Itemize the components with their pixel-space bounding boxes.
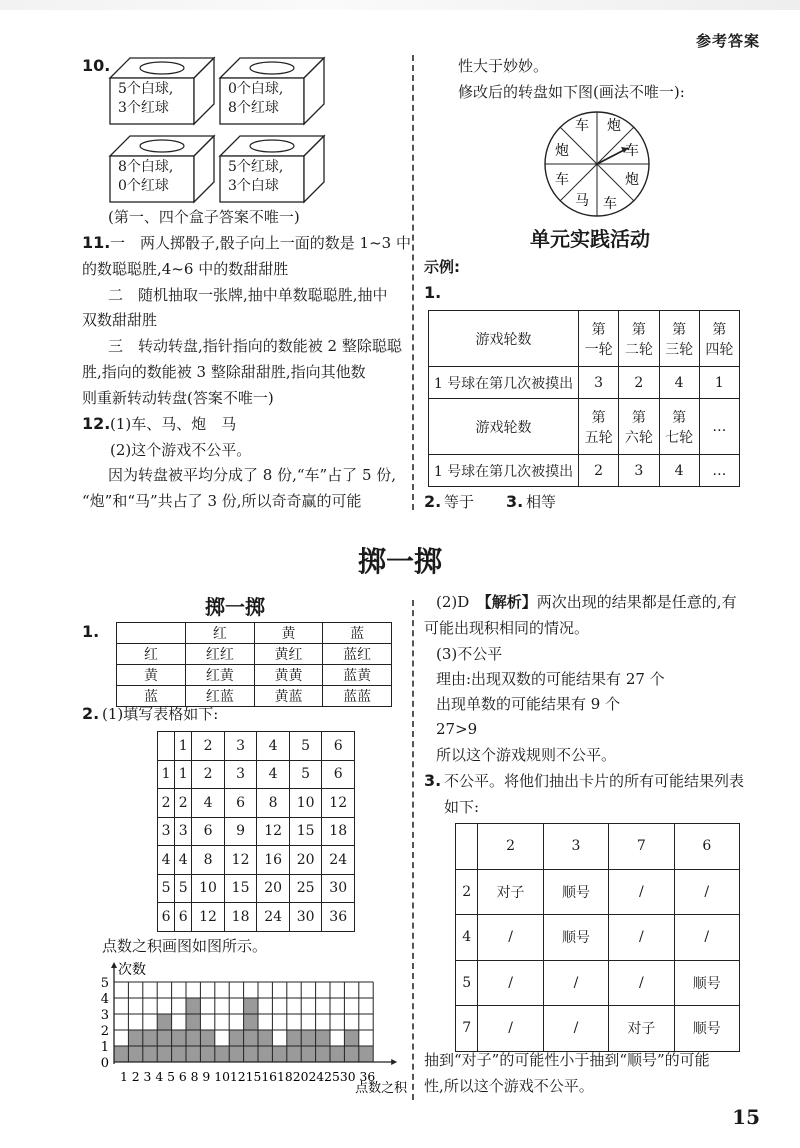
activity-q1-number: 1. xyxy=(424,283,442,302)
activity-row3-head: 游戏轮数 xyxy=(429,399,579,455)
table-row xyxy=(158,903,355,932)
ball-box-2 xyxy=(218,56,328,126)
round-2: 第 二轮 xyxy=(619,311,659,367)
table-cell: 5 xyxy=(289,760,322,789)
table-cell: 8 xyxy=(257,789,290,818)
q11-line-1: 一 两人掷骰子,骰子向上一面的数是 1~3 中 xyxy=(110,234,411,252)
card-table xyxy=(455,823,740,1052)
table-cell: 25 xyxy=(289,874,322,903)
conclusion-line-2: 性,所以这个游戏不公平。 xyxy=(424,1077,594,1095)
column-divider-top xyxy=(412,55,414,510)
table-cell: 3 xyxy=(175,817,192,846)
q12-line-4: “炮”和“马”共占了 3 份,所以奇奇赢的可能 xyxy=(82,492,362,510)
table-cell: 2 xyxy=(192,760,225,789)
q11-line-3: 二 随机抽取一张牌,抽中单数聪聪胜,抽中 xyxy=(108,286,388,304)
table-cell: 4 xyxy=(257,760,290,789)
box-1-label: 5个白球, 3个红球 xyxy=(118,81,174,116)
table-cell: 15 xyxy=(224,874,257,903)
table-cell: 20 xyxy=(289,846,322,875)
y-tick-label: 5 xyxy=(100,976,109,991)
table-header-cell: 3 xyxy=(543,824,608,870)
table-cell: 12 xyxy=(257,817,290,846)
chart-bar-16 xyxy=(272,1046,286,1062)
column-divider-bottom xyxy=(412,600,414,1100)
q2-2-answer: (2)D xyxy=(436,593,485,611)
left-q1-number: 1. xyxy=(82,622,100,641)
table-cell: 5 xyxy=(456,960,478,1006)
activity-cell: 3 xyxy=(619,455,659,487)
table-row xyxy=(456,915,740,961)
spinner-drawing xyxy=(540,108,655,220)
table-cell: 顺号 xyxy=(543,915,608,961)
right-q3-number: 3. xyxy=(424,771,442,790)
table-cell: 4 xyxy=(175,846,192,875)
activity-row2-head: 1 号球在第几次被摸出 xyxy=(429,367,579,399)
q12-number: 12. xyxy=(82,414,111,433)
spinner-sector-6: 马 xyxy=(575,193,589,209)
box-3-label: 8个白球, 0个红球 xyxy=(118,159,174,194)
y-tick-label: 3 xyxy=(100,1008,109,1023)
table-cell: 7 xyxy=(456,1006,478,1052)
table-cell: 6 xyxy=(158,903,175,932)
q12-line-3: 因为转盘被平均分成了 8 份,“车”占了 5 份, xyxy=(108,466,397,484)
color-table: 红 黄 蓝 红 红红 黄红 蓝红 黄 红黄 黄黄 蓝黄 蓝 红蓝 黄蓝 蓝蓝 xyxy=(116,622,392,707)
q11-line-4: 双数甜甜胜 xyxy=(82,311,158,329)
q12-line-1: (1)车、马、炮 马 xyxy=(110,415,237,433)
chart-caption: 点数之积画图如图所示。 xyxy=(102,937,268,955)
table-cell: 1 xyxy=(175,760,192,789)
table-cell: / xyxy=(609,960,674,1006)
table-cell: 24 xyxy=(257,903,290,932)
y-tick-label: 2 xyxy=(100,1024,109,1039)
activity-table xyxy=(428,310,740,487)
right-line-1: 性大于妙妙。 xyxy=(458,57,549,75)
table-cell: 12 xyxy=(192,903,225,932)
table-cell: 6 xyxy=(175,903,192,932)
y-tick-label: 4 xyxy=(100,992,109,1007)
table-header-cell: 3 xyxy=(224,732,257,761)
table-cell: 3 xyxy=(224,760,257,789)
q12-line-2: (2)这个游戏不公平。 xyxy=(110,441,252,459)
table-header-cell: 1 xyxy=(175,732,192,761)
activity-row1-head: 游戏轮数 xyxy=(429,311,579,367)
table-cell: 16 xyxy=(257,846,290,875)
q2-3-line-3: 出现单数的可能结果有 9 个 xyxy=(436,695,621,713)
right-line-2: 修改后的转盘如下图(画法不唯一): xyxy=(458,83,685,101)
table-cell: 6 xyxy=(322,760,355,789)
q11-line-7: 则重新转动转盘(答案不唯一) xyxy=(82,389,274,407)
round-5: 第 五轮 xyxy=(579,399,619,455)
table-cell: 15 xyxy=(289,817,322,846)
table-cell: 顺号 xyxy=(674,1006,739,1052)
q2-2-line-2: 可能出现积相同的情况。 xyxy=(424,619,590,637)
table-cell: / xyxy=(674,869,739,915)
round-6: 第 六轮 xyxy=(619,399,659,455)
page-number: 15 xyxy=(732,1105,760,1129)
spinner-sector-3: 车 xyxy=(625,143,639,159)
activity-cell: 2 xyxy=(579,455,619,487)
table-header-cell: 2 xyxy=(192,732,225,761)
table-cell: 24 xyxy=(322,846,355,875)
table-cell: 10 xyxy=(192,874,225,903)
round-1: 第 一轮 xyxy=(579,311,619,367)
table-cell: 18 xyxy=(224,903,257,932)
ball-box-3 xyxy=(108,134,218,204)
table-header-cell: 4 xyxy=(257,732,290,761)
activity-cell: … xyxy=(699,455,739,487)
table-cell: 5 xyxy=(175,874,192,903)
table-cell: 6 xyxy=(224,789,257,818)
q11-number: 11. xyxy=(82,233,111,252)
x-tick-labels: 1 2 3 4 5 6 8 9 101215161820242530 36 xyxy=(120,1070,376,1084)
table-header-cell xyxy=(158,732,175,761)
table-cell: / xyxy=(478,915,543,961)
activity-cell: 4 xyxy=(659,455,699,487)
table-cell: / xyxy=(543,1006,608,1052)
activity-q3-answer: 相等 xyxy=(526,493,557,511)
table-cell: 3 xyxy=(158,817,175,846)
spinner-sector-2: 炮 xyxy=(607,118,621,134)
table-cell: 5 xyxy=(158,874,175,903)
activity-row4-head: 1 号球在第几次被摸出 xyxy=(429,455,579,487)
round-more: … xyxy=(699,399,739,455)
table-cell: / xyxy=(543,960,608,1006)
spinner-sector-7: 车 xyxy=(555,172,569,188)
table-cell: 4 xyxy=(158,846,175,875)
table-cell: / xyxy=(478,960,543,1006)
table-cell: 20 xyxy=(257,874,290,903)
chart-bar-4 xyxy=(157,1014,171,1062)
table-header-cell: 6 xyxy=(322,732,355,761)
table-cell: 1 xyxy=(158,760,175,789)
q2-3-line-2: 理由:出现双数的可能结果有 27 个 xyxy=(436,670,665,688)
table-cell: 2 xyxy=(456,869,478,915)
table-row xyxy=(158,874,355,903)
activity-q3-number: 3. xyxy=(506,492,524,511)
table-cell: / xyxy=(609,869,674,915)
right-q3-line-2: 如下: xyxy=(444,798,480,816)
table-header-cell: 2 xyxy=(478,824,543,870)
table-cell: 18 xyxy=(322,817,355,846)
chart-bar-25 xyxy=(330,1046,344,1062)
table-row xyxy=(456,960,740,1006)
table-row xyxy=(456,869,740,915)
y-tick-label: 1 xyxy=(100,1040,109,1055)
big-section-title: 掷一掷 xyxy=(357,545,442,578)
table-cell: 12 xyxy=(322,789,355,818)
spinner-sector-1: 车 xyxy=(575,118,589,134)
activity-cell: 4 xyxy=(659,367,699,399)
table-header-cell: 6 xyxy=(674,824,739,870)
table-cell: 12 xyxy=(224,846,257,875)
table-cell: 4 xyxy=(456,915,478,961)
multiplication-table xyxy=(157,731,355,932)
q10-note: (第一、四个盒子答案不唯一) xyxy=(108,208,300,226)
q11-line-2: 的数聪聪胜,4~6 中的数甜甜胜 xyxy=(82,260,289,278)
activity-q2-number: 2. xyxy=(424,492,442,511)
table-header-cell xyxy=(456,824,478,870)
q2-3-line-5: 所以这个游戏规则不公平。 xyxy=(436,746,617,764)
q10-number: 10. xyxy=(82,56,111,75)
q2-3-line-1: (3)不公平 xyxy=(436,645,503,663)
table-header-cell: 5 xyxy=(289,732,322,761)
table-cell: 对子 xyxy=(609,1006,674,1052)
x-axis-label: 点数之积 xyxy=(355,1081,408,1095)
table-cell: 顺号 xyxy=(674,960,739,1006)
q2-3-line-4: 27>9 xyxy=(436,720,478,738)
chart-bar-9 xyxy=(215,1046,229,1062)
analysis-tag: 【解析】 xyxy=(484,593,537,611)
top-scan-strip xyxy=(0,0,800,10)
table-cell: 30 xyxy=(289,903,322,932)
table-cell: 2 xyxy=(175,789,192,818)
table-row xyxy=(158,817,355,846)
activity-cell: 1 xyxy=(699,367,739,399)
table-row xyxy=(158,789,355,818)
chart-bar-36 xyxy=(359,1046,373,1062)
table-row xyxy=(158,846,355,875)
round-3: 第 三轮 xyxy=(659,311,699,367)
box-2-label: 0个白球, 8个红球 xyxy=(228,81,284,116)
activity-cell: 3 xyxy=(579,367,619,399)
table-cell: 8 xyxy=(192,846,225,875)
ball-box-1 xyxy=(108,56,218,126)
activity-cell: 2 xyxy=(619,367,659,399)
table-cell: 顺号 xyxy=(543,869,608,915)
table-cell: 9 xyxy=(224,817,257,846)
spinner-sector-4: 炮 xyxy=(625,172,639,188)
box-4-label: 5个红球, 3个白球 xyxy=(228,159,284,194)
spinner xyxy=(540,108,655,220)
ball-box-4 xyxy=(218,134,328,204)
y-axis-arrow xyxy=(111,962,117,968)
table-cell: / xyxy=(609,915,674,961)
table-cell: 36 xyxy=(322,903,355,932)
spinner-sector-5: 车 xyxy=(603,196,617,212)
left-section-title: 掷一掷 xyxy=(205,595,265,619)
table-cell: 4 xyxy=(192,789,225,818)
q2-2-analysis: 两次出现的结果都是任意的,有 xyxy=(536,593,737,611)
table-cell: / xyxy=(674,915,739,961)
q11-line-5: 三 转动转盘,指针指向的数能被 2 整除聪聪 xyxy=(108,337,402,355)
spinner-sector-8: 炮 xyxy=(555,143,569,159)
header-title: 参考答案 xyxy=(695,32,760,50)
conclusion-line-1: 抽到“对子”的可能性小于抽到“顺号”的可能 xyxy=(424,1051,710,1069)
table-cell: 10 xyxy=(289,789,322,818)
table-header-cell: 7 xyxy=(609,824,674,870)
table-row xyxy=(158,760,355,789)
table-cell: 2 xyxy=(158,789,175,818)
round-4: 第 四轮 xyxy=(699,311,739,367)
round-7: 第 七轮 xyxy=(659,399,699,455)
x-axis-arrow xyxy=(391,1059,397,1065)
table-cell: / xyxy=(478,1006,543,1052)
table-cell: 对子 xyxy=(478,869,543,915)
left-q2-text: (1)填写表格如下: xyxy=(102,705,219,723)
y-axis-label: 次数 xyxy=(118,962,146,978)
q11-line-6: 胜,指向的数能被 3 整除甜甜胜,指向其他数 xyxy=(82,363,366,381)
activity-q2-answer: 等于 xyxy=(444,493,475,511)
chart-bar-1 xyxy=(114,1046,128,1062)
table-row xyxy=(456,1006,740,1052)
right-q3-line-1: 不公平。将他们抽出卡片的所有可能结果列表 xyxy=(444,772,745,790)
table-cell: 30 xyxy=(322,874,355,903)
table-cell: 6 xyxy=(192,817,225,846)
left-q2-number: 2. xyxy=(82,704,100,723)
y-tick-label: 0 xyxy=(100,1056,109,1071)
q2-2-line xyxy=(436,592,737,612)
unit-activity-title: 单元实践活动 xyxy=(530,227,650,251)
example-label: 示例: xyxy=(424,258,460,276)
product-frequency-chart xyxy=(96,960,408,1095)
